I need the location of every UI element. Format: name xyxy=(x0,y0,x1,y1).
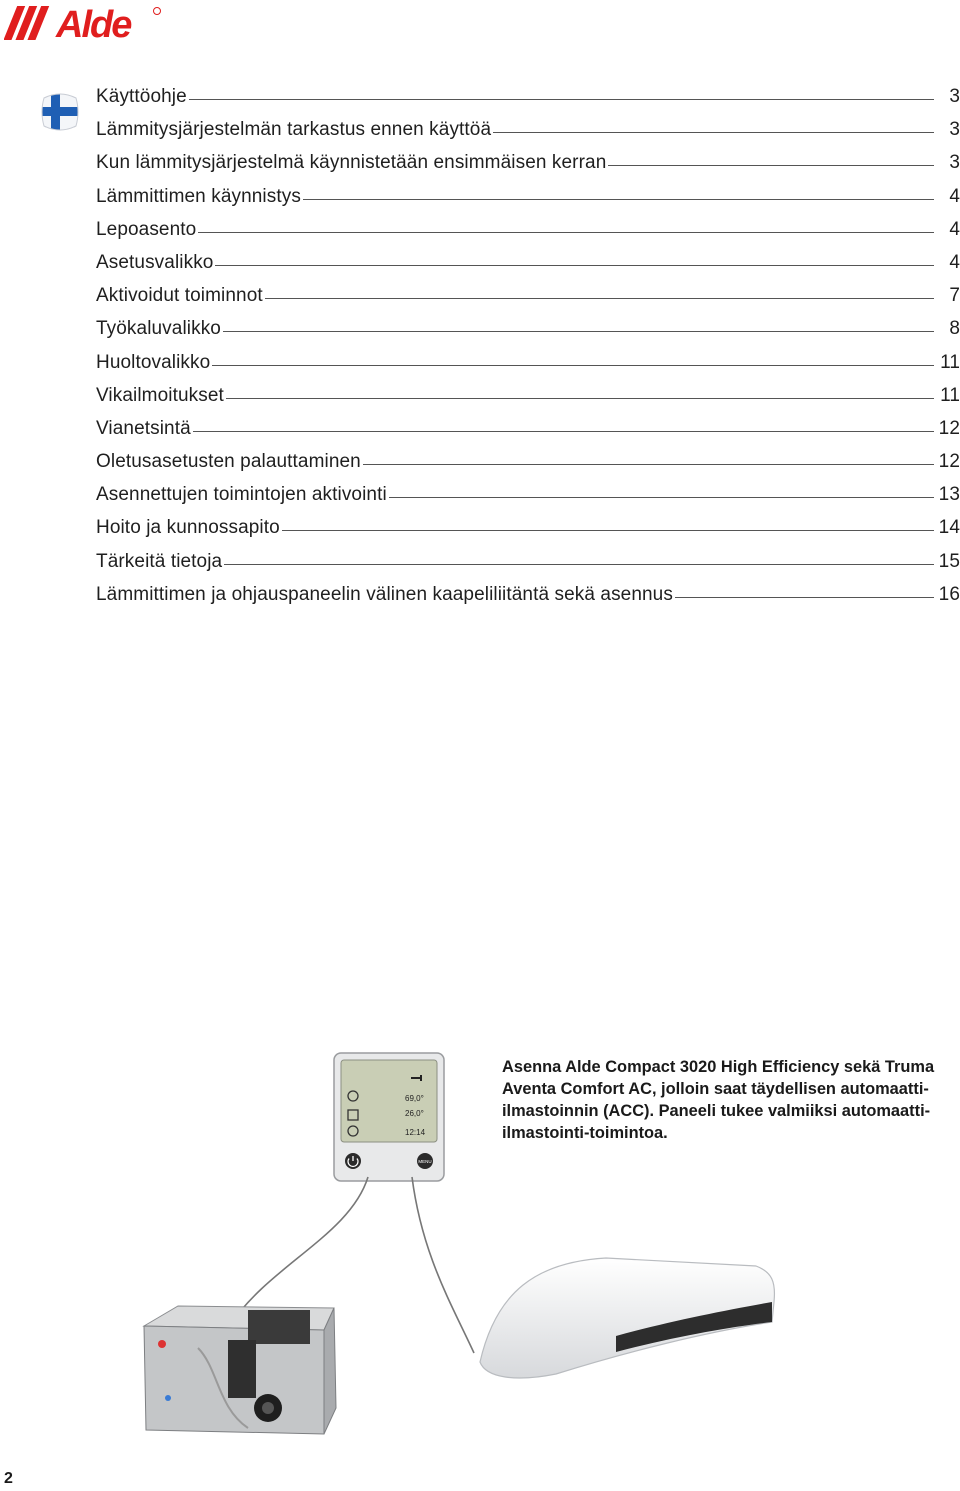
toc-entry[interactable] xyxy=(96,418,960,451)
toc-entry-title: Kun lämmitysjärjestelmä käynnistetään ensimmäisen kerran xyxy=(96,152,607,174)
toc-entry-page: 3 xyxy=(949,119,960,141)
toc-leader-line xyxy=(215,265,934,266)
toc-entry-title: Lämmitysjärjestelmän tarkastus ennen käyttöä xyxy=(96,119,492,141)
panel-menu-label: MENU xyxy=(418,1159,432,1164)
toc-leader-line xyxy=(226,398,934,399)
toc-entry-page: 8 xyxy=(949,318,960,340)
toc-entry-page: 7 xyxy=(949,285,960,307)
toc-entry-page: 14 xyxy=(938,517,960,539)
air-conditioner-image xyxy=(476,1252,778,1382)
toc-entry[interactable] xyxy=(96,318,960,351)
info-paragraph: Asenna Alde Compact 3020 High Efficiency sekä Truma Aventa Comfort AC, jolloin saat täydellisen automaatti-ilmastoinnin (ACC). Paneeli tukee valmiiksi automaatti-ilmastointi-toimintoa. xyxy=(502,1058,935,1142)
toc-entry[interactable] xyxy=(96,451,960,484)
toc-entry[interactable] xyxy=(96,219,960,252)
toc-entry-title: Oletusasetusten palauttaminen xyxy=(96,451,361,473)
toc-entry[interactable] xyxy=(96,551,960,584)
toc-entry-page: 4 xyxy=(949,185,960,207)
panel-display-value-1: 69,0° xyxy=(405,1094,424,1103)
toc-entry-title: Lepoasento xyxy=(96,218,197,240)
panel-display-value-2: 26,0° xyxy=(405,1109,424,1118)
finnish-flag-icon xyxy=(40,92,80,132)
toc-entry-page: 4 xyxy=(949,251,960,273)
toc-leader-line xyxy=(493,132,934,133)
toc-leader-line xyxy=(608,165,934,166)
toc-entry[interactable] xyxy=(96,484,960,517)
toc-leader-line xyxy=(303,199,934,200)
toc-entry-title: Vianetsintä xyxy=(96,417,191,439)
heater-unit-image xyxy=(138,1298,338,1438)
toc-leader-line xyxy=(265,298,934,299)
toc-leader-line xyxy=(198,232,934,233)
toc-leader-line xyxy=(193,431,934,432)
toc-entry-title: Aktivoidut toiminnot xyxy=(96,285,263,307)
toc-entry[interactable] xyxy=(96,584,960,617)
toc-entry[interactable] xyxy=(96,119,960,152)
toc-entry[interactable] xyxy=(96,285,960,318)
toc-entry-page: 15 xyxy=(938,550,960,572)
toc-entry-title: Asennettujen toimintojen aktivointi xyxy=(96,484,387,506)
toc-leader-line xyxy=(224,564,934,565)
toc-entry[interactable] xyxy=(96,152,960,185)
toc-entry-title: Lämmittimen käynnistys xyxy=(96,185,301,207)
toc-entry-page: 12 xyxy=(938,451,960,473)
toc-leader-line xyxy=(675,597,934,598)
toc-leader-line xyxy=(389,497,934,498)
toc-entry-title: Käyttöohje xyxy=(96,86,187,107)
toc-entry[interactable] xyxy=(96,352,960,385)
toc-entry-title: Lämmittimen ja ohjauspaneelin välinen kaapeliliitäntä sekä asennus xyxy=(96,583,673,605)
toc-entry-page: 13 xyxy=(938,484,960,506)
toc-entry-page: 3 xyxy=(949,152,960,174)
toc-entry[interactable] xyxy=(96,517,960,550)
toc-entry-page: 3 xyxy=(949,86,960,107)
page-number: 2 xyxy=(4,1470,13,1487)
toc-leader-line xyxy=(363,464,934,465)
toc-entry-title: Hoito ja kunnossapito xyxy=(96,517,280,539)
toc-entry-page: 12 xyxy=(938,417,960,439)
table-of-contents xyxy=(96,86,960,617)
toc-entry-page: 11 xyxy=(940,384,960,406)
panel-display-time: 12:14 xyxy=(405,1128,426,1137)
alde-logo xyxy=(4,4,164,42)
toc-entry[interactable] xyxy=(96,186,960,219)
toc-leader-line xyxy=(282,530,934,531)
toc-entry-title: Työkaluvalikko xyxy=(96,318,221,340)
logo-wordmark: Alde xyxy=(56,4,131,42)
control-panel-image xyxy=(333,1052,445,1182)
toc-entry-title: Asetusvalikko xyxy=(96,251,214,273)
toc-entry-title: Huoltovalikko xyxy=(96,351,211,373)
toc-leader-line xyxy=(189,99,934,100)
toc-entry-title: Tärkeitä tietoja xyxy=(96,550,223,572)
toc-entry[interactable] xyxy=(96,86,960,119)
toc-leader-line xyxy=(223,331,934,332)
toc-entry-page: 4 xyxy=(949,218,960,240)
toc-entry-page: 11 xyxy=(940,351,960,373)
toc-entry-page: 16 xyxy=(938,583,960,605)
toc-entry[interactable] xyxy=(96,385,960,418)
toc-entry-title: Vikailmoitukset xyxy=(96,384,224,406)
toc-entry[interactable] xyxy=(96,252,960,285)
toc-leader-line xyxy=(212,365,934,366)
